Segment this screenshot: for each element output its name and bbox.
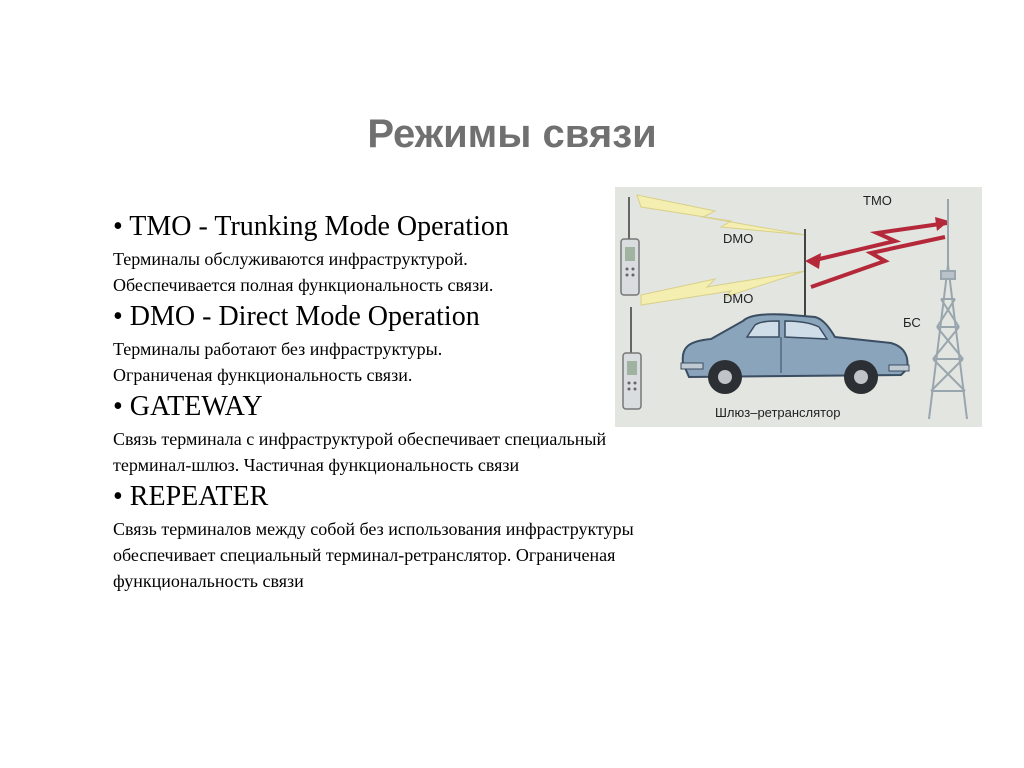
- car-icon: [681, 314, 909, 394]
- item-heading: • GATEWAY: [113, 391, 263, 422]
- item-heading: • DMO - Direct Mode Operation: [113, 301, 480, 332]
- item-desc-line: обеспечивает специальный терминал-ретранслятор. Ограниченая: [113, 545, 616, 565]
- tmo-arrowhead: [805, 253, 821, 269]
- illustration-svg: [615, 187, 982, 427]
- item-desc-line: Связь терминала с инфраструктурой обеспечивает специальный: [113, 429, 607, 449]
- communication-modes-illustration: [615, 187, 982, 427]
- label-dmo-bottom: DMO: [723, 291, 754, 306]
- item-desc-line: Терминалы обслуживаются инфраструктурой.: [113, 249, 468, 269]
- handheld-radio-icon: [621, 197, 639, 295]
- item-heading: • TMO - Trunking Mode Operation: [113, 211, 509, 242]
- list-item-repeater: [113, 478, 833, 594]
- item-desc-line: функциональность связи: [113, 571, 304, 591]
- label-gateway: Шлюз–ретранслятор: [715, 405, 841, 420]
- item-desc-line: Связь терминалов между собой без использования инфраструктуры: [113, 519, 634, 539]
- base-station-tower-icon: [929, 199, 967, 419]
- item-desc-line: Обеспечивается полная функциональность связи.: [113, 275, 494, 295]
- item-desc-line: терминал-шлюз. Частичная функциональность связи: [113, 455, 520, 475]
- handheld-radio-icon: [623, 307, 641, 409]
- item-desc-line: Ограниченая функциональность связи.: [113, 365, 413, 385]
- item-heading: • REPEATER: [113, 481, 269, 512]
- item-desc-line: Терминалы работают без инфраструктуры.: [113, 339, 443, 359]
- label-dmo-top: DMO: [723, 231, 754, 246]
- slide-title: Режимы связи: [367, 112, 657, 156]
- label-base-station: БС: [903, 315, 921, 330]
- tmo-link-arrows: [811, 223, 947, 287]
- label-tmo: TMO: [863, 193, 892, 208]
- dmo-signal-beam-top: [637, 195, 805, 235]
